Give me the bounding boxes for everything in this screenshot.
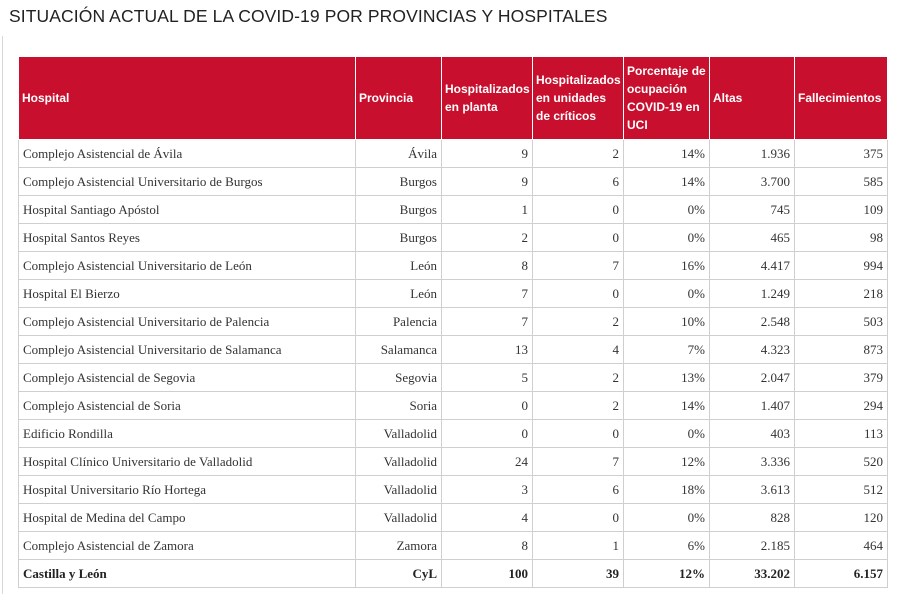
criticos-cell: 0 — [533, 280, 624, 308]
planta-cell: 13 — [442, 336, 533, 364]
table-row — [19, 392, 888, 420]
provincia-cell: León — [356, 252, 442, 280]
table-row — [19, 364, 888, 392]
table-total-row — [19, 560, 888, 588]
criticos-cell: 0 — [533, 504, 624, 532]
hospital-cell: Hospital El Bierzo — [19, 280, 356, 308]
table-row — [19, 504, 888, 532]
planta-cell: 0 — [442, 420, 533, 448]
planta-cell: 1 — [442, 196, 533, 224]
table-row — [19, 420, 888, 448]
criticos-cell: 7 — [533, 252, 624, 280]
planta-cell: 8 — [442, 532, 533, 560]
uci-pct-cell: 18% — [624, 476, 710, 504]
altas-cell: 1.249 — [710, 280, 795, 308]
uci-pct-cell: 10% — [624, 308, 710, 336]
provincia-cell: Soria — [356, 392, 442, 420]
uci-pct-cell: 0% — [624, 280, 710, 308]
altas-cell: 745 — [710, 196, 795, 224]
planta-cell: 5 — [442, 364, 533, 392]
table-row — [19, 308, 888, 336]
fallecimientos-cell: 379 — [795, 364, 888, 392]
uci-pct-cell: 13% — [624, 364, 710, 392]
criticos-cell: 6 — [533, 168, 624, 196]
altas-cell: 828 — [710, 504, 795, 532]
uci-pct-cell: 0% — [624, 504, 710, 532]
uci-pct-cell: 7% — [624, 336, 710, 364]
table-row — [19, 448, 888, 476]
hospital-cell: Hospital Clínico Universitario de Valladolid — [19, 448, 356, 476]
hospital-cell: Complejo Asistencial de Segovia — [19, 364, 356, 392]
criticos-cell: 0 — [533, 420, 624, 448]
total-criticos-cell: 39 — [533, 560, 624, 588]
fallecimientos-cell: 585 — [795, 168, 888, 196]
altas-cell: 3.700 — [710, 168, 795, 196]
altas-cell: 403 — [710, 420, 795, 448]
table-header-row — [19, 57, 888, 140]
planta-cell: 7 — [442, 280, 533, 308]
criticos-cell: 2 — [533, 392, 624, 420]
fallecimientos-cell: 294 — [795, 392, 888, 420]
provincia-cell: Burgos — [356, 196, 442, 224]
provincia-cell: Valladolid — [356, 420, 442, 448]
hospital-cell: Edificio Rondilla — [19, 420, 356, 448]
uci-pct-cell: 14% — [624, 168, 710, 196]
uci-pct-cell: 14% — [624, 392, 710, 420]
table-row — [19, 224, 888, 252]
fallecimientos-cell: 520 — [795, 448, 888, 476]
total-planta-cell: 100 — [442, 560, 533, 588]
total-uci-pct-cell: 12% — [624, 560, 710, 588]
fallecimientos-cell: 113 — [795, 420, 888, 448]
table-row — [19, 140, 888, 168]
planta-cell: 3 — [442, 476, 533, 504]
criticos-cell: 4 — [533, 336, 624, 364]
provincia-cell: Ávila — [356, 140, 442, 168]
uci-pct-cell: 12% — [624, 448, 710, 476]
altas-cell: 4.417 — [710, 252, 795, 280]
hospital-cell: Hospital Santiago Apóstol — [19, 196, 356, 224]
column-header-provincia[interactable]: Provincia — [356, 57, 442, 140]
uci-pct-cell: 0% — [624, 420, 710, 448]
planta-cell: 9 — [442, 168, 533, 196]
fallecimientos-cell: 512 — [795, 476, 888, 504]
uci-pct-cell: 16% — [624, 252, 710, 280]
uci-pct-cell: 14% — [624, 140, 710, 168]
hospital-cell: Complejo Asistencial de Ávila — [19, 140, 356, 168]
fallecimientos-cell: 109 — [795, 196, 888, 224]
fallecimientos-cell: 994 — [795, 252, 888, 280]
fallecimientos-cell: 120 — [795, 504, 888, 532]
table-row — [19, 532, 888, 560]
fallecimientos-cell: 375 — [795, 140, 888, 168]
column-header-altas[interactable]: Altas — [710, 57, 795, 140]
provincia-cell: Burgos — [356, 224, 442, 252]
left-border — [2, 36, 3, 594]
altas-cell: 2.185 — [710, 532, 795, 560]
criticos-cell: 6 — [533, 476, 624, 504]
planta-cell: 4 — [442, 504, 533, 532]
hospital-cell: Hospital Universitario Río Hortega — [19, 476, 356, 504]
table-body — [19, 140, 888, 588]
altas-cell: 4.323 — [710, 336, 795, 364]
provincia-cell: Valladolid — [356, 504, 442, 532]
planta-cell: 24 — [442, 448, 533, 476]
hospital-cell: Complejo Asistencial de Soria — [19, 392, 356, 420]
uci-pct-cell: 0% — [624, 196, 710, 224]
column-header-porcentaje-uci[interactable]: Porcentaje de ocupación COVID-19 en UCI — [624, 57, 710, 140]
total-hospital-cell: Castilla y León — [19, 560, 356, 588]
provincia-cell: Burgos — [356, 168, 442, 196]
provincia-cell: Segovia — [356, 364, 442, 392]
hospital-cell: Hospital Santos Reyes — [19, 224, 356, 252]
altas-cell: 3.613 — [710, 476, 795, 504]
criticos-cell: 0 — [533, 224, 624, 252]
altas-cell: 2.047 — [710, 364, 795, 392]
planta-cell: 9 — [442, 140, 533, 168]
column-header-hospital[interactable]: Hospital — [19, 57, 356, 140]
column-header-fallecimientos[interactable]: Fallecimientos — [795, 57, 888, 140]
provincia-cell: Zamora — [356, 532, 442, 560]
altas-cell: 1.936 — [710, 140, 795, 168]
altas-cell: 465 — [710, 224, 795, 252]
uci-pct-cell: 6% — [624, 532, 710, 560]
uci-pct-cell: 0% — [624, 224, 710, 252]
criticos-cell: 2 — [533, 140, 624, 168]
column-header-hospitalizados-criticos[interactable]: Hospitalizados en unidades de críticos — [533, 57, 624, 140]
criticos-cell: 1 — [533, 532, 624, 560]
table-row — [19, 476, 888, 504]
total-altas-cell: 33.202 — [710, 560, 795, 588]
criticos-cell: 2 — [533, 308, 624, 336]
table-row — [19, 336, 888, 364]
provincia-cell: Valladolid — [356, 448, 442, 476]
hospital-cell: Complejo Asistencial Universitario de León — [19, 252, 356, 280]
criticos-cell: 2 — [533, 364, 624, 392]
planta-cell: 2 — [442, 224, 533, 252]
provincia-cell: León — [356, 280, 442, 308]
fallecimientos-cell: 503 — [795, 308, 888, 336]
fallecimientos-cell: 464 — [795, 532, 888, 560]
altas-cell: 1.407 — [710, 392, 795, 420]
provincia-cell: Salamanca — [356, 336, 442, 364]
table-row — [19, 196, 888, 224]
hospital-table — [18, 56, 888, 588]
provincia-cell: Valladolid — [356, 476, 442, 504]
total-fallecimientos-cell: 6.157 — [795, 560, 888, 588]
column-header-hospitalizados-planta[interactable]: Hospitalizados en planta — [442, 57, 533, 140]
fallecimientos-cell: 218 — [795, 280, 888, 308]
table-row — [19, 252, 888, 280]
fallecimientos-cell: 873 — [795, 336, 888, 364]
planta-cell: 7 — [442, 308, 533, 336]
altas-cell: 3.336 — [710, 448, 795, 476]
hospital-cell: Hospital de Medina del Campo — [19, 504, 356, 532]
hospital-cell: Complejo Asistencial de Zamora — [19, 532, 356, 560]
table-row — [19, 168, 888, 196]
planta-cell: 0 — [442, 392, 533, 420]
hospital-cell: Complejo Asistencial Universitario de Palencia — [19, 308, 356, 336]
planta-cell: 8 — [442, 252, 533, 280]
table-row — [19, 280, 888, 308]
page-title: SITUACIÓN ACTUAL DE LA COVID-19 POR PROVINCIAS Y HOSPITALES — [9, 6, 608, 26]
hospital-cell: Complejo Asistencial Universitario de Salamanca — [19, 336, 356, 364]
provincia-cell: Palencia — [356, 308, 442, 336]
criticos-cell: 0 — [533, 196, 624, 224]
fallecimientos-cell: 98 — [795, 224, 888, 252]
altas-cell: 2.548 — [710, 308, 795, 336]
hospital-cell: Complejo Asistencial Universitario de Burgos — [19, 168, 356, 196]
criticos-cell: 7 — [533, 448, 624, 476]
total-provincia-cell: CyL — [356, 560, 442, 588]
